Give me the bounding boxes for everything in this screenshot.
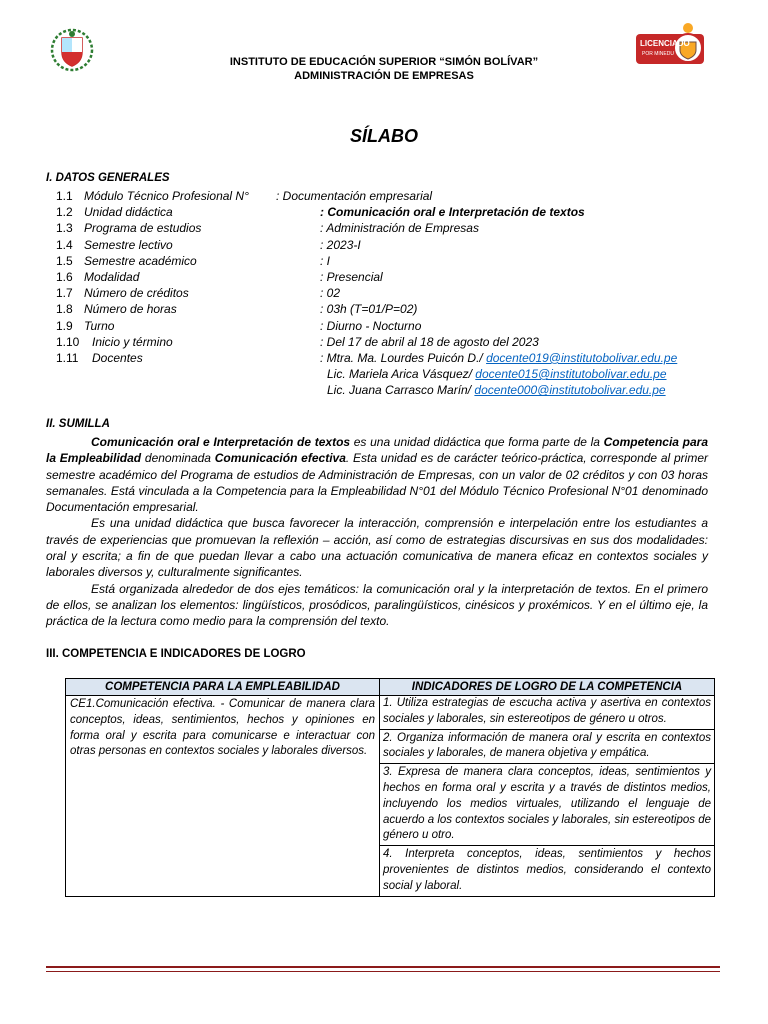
row-number: 1.7 [56,286,73,301]
indicator-item: 1. Utiliza estrategias de escucha activa y asertiva en contextos sociales y laborales, sin estereotipos de género u otros. [379,695,715,730]
datos-row [46,366,746,382]
datos-row [46,285,746,301]
row-label: Unidad didáctica [84,205,173,220]
indicator-item: 4. Interpreta conceptos, ideas, sentimientos y hechos provenientes de distintos medios, considerando el contexto social y laboral. [379,845,715,895]
row-label: Módulo Técnico Profesional N° [84,189,249,203]
datos-row [46,220,746,236]
datos-row [46,318,746,334]
institute-name: INSTITUTO DE EDUCACIÓN SUPERIOR “SIMÓN BOLÍVAR” [229,56,539,68]
sumilla-paragraph: Es una unidad didáctica que busca favorecer la interacción, comprensión e interpelación entre los estudiantes a través de experiencias que promuevan la reflexión – acción, así como de estrategias discursivas en sus dos modalidades: oral y escrita; a fin de que puedan llevar a cabo una actuación comunicativa de manera eficaz en contextos sociales y laborales diversos y, culturalmente significantes. [46,516,708,580]
docente-email-link[interactable]: docente015@institutobolivar.edu.pe [475,367,667,382]
datos-row [46,237,746,253]
indicators-cell [380,696,715,897]
column-header: COMPETENCIA PARA LA EMPLEABILIDAD [66,679,380,696]
row-value: : Del 17 de abril al 18 de agosto del 2023 [320,334,539,349]
footer-divider [46,966,720,972]
docente-name: Lic. Mariela Arica Vásquez/ [327,367,476,382]
bold-phrase: Comunicación oral e Interpretación de textos [91,435,351,449]
row-value: : 03h (T=01/P=02) [320,302,418,317]
datos-row [46,301,746,317]
row-label: Turno [84,318,115,333]
row-value: : Documentación empresarial [276,189,433,203]
row-label: Semestre lectivo [84,237,173,252]
row-number: 1.4 [56,237,73,252]
row-label: Programa de estudios [84,221,202,236]
competencia-table [65,678,715,897]
row-label: Docentes [92,350,143,365]
row-label: Número de horas [84,302,177,317]
docente-name: : Mtra. Ma. Lourdes Puicón D./ [320,350,487,365]
section-heading-competencia: III. COMPETENCIA E INDICADORES DE LOGRO [46,648,306,660]
docente-email-link[interactable]: docente019@institutobolivar.edu.pe [486,350,678,365]
row-value: : Comunicación oral e Interpretación de textos [320,205,585,220]
row-value: : 2023-I [320,237,361,252]
table-row [66,696,715,897]
badge-text-2: POR MINEDU [642,51,674,57]
text-run: denominada [141,451,215,466]
row-value: : Diurno - Nocturno [320,318,422,333]
competence-cell: CE1.Comunicación efectiva. - Comunicar de manera clara conceptos, ideas, sentimientos, hechos y opiniones en forma oral y escrita para comunicarse e interactuar con otras personas en contextos sociales y laborales diversos. [66,696,380,897]
row-number: 1.10 [56,334,80,349]
section-heading-sumilla: II. SUMILLA [46,418,110,430]
text-run: es una unidad didáctica que forma parte de la [350,435,604,449]
docente-line [327,366,667,382]
indicator-item: 2. Organiza información de manera oral y escrita en contextos sociales y laborales, de manera objetiva y empática. [379,729,715,765]
docente-line [327,382,666,398]
sumilla-text [46,434,708,630]
row-number: 1.3 [56,221,73,236]
bold-phrase: Comunicación efectiva [214,451,346,466]
page-title: SÍLABO [349,126,418,146]
datos-row [46,382,746,398]
licensed-badge-icon [636,20,704,72]
row-number: 1.9 [56,318,73,333]
section-heading-datos: I. DATOS GENERALES [46,172,170,184]
badge-text-1: LICENCIADO [640,39,690,48]
row-label: Semestre académico [84,253,197,268]
program-name: ADMINISTRACIÓN DE EMPRESAS [294,70,474,82]
row-number: 1.6 [56,269,73,284]
indicator-item: 3. Expresa de manera clara conceptos, ideas, sentimientos y hechos en forma oral y escrita y a través de distintos medios, incluyendo los medios virtuales, utilizando el lenguaje de acuerdo a los contextos sociales y laborales, sin estereotipos de género u otro. [379,763,715,846]
column-header: INDICADORES DE LOGRO DE LA COMPETENCIA [380,679,715,696]
docente-email-link[interactable]: docente000@institutobolivar.edu.pe [474,383,666,398]
docente-name: Lic. Juana Carrasco Marín/ [327,383,475,398]
row-value: : Presencial [320,269,383,284]
row-value [320,350,677,366]
text-run: . Esta unidad es de carácter teórico-práctica, corresponde al primer semestre académico del Programa de estudios de Administración de Empresas, con un valor de 02 créditos y con 03 horas semanales. Está vinculada a la Competencia para la Empleabilidad N°01 del Módulo Técnico Profesional N°01 denominado Documentación empresarial. [46,451,708,515]
row-label: Modalidad [84,269,140,284]
row-number: 1.1 [56,189,73,203]
sumilla-paragraph [46,434,708,515]
datos-row [46,269,746,285]
row-value: : I [320,253,331,268]
datos-row [46,334,746,350]
datos-row [46,188,746,204]
datos-row [46,204,746,220]
row-label: Inicio y término [92,334,173,349]
row-value: : 02 [320,286,341,301]
row-value: : Administración de Empresas [320,221,479,236]
row-number: 1.11 [56,350,79,365]
table-header-row [66,679,715,696]
row-number: 1.8 [56,302,73,317]
datos-row [46,350,746,366]
datos-row [46,253,746,269]
row-label: Número de créditos [84,286,189,301]
row-number: 1.2 [56,205,73,220]
datos-generales [46,188,746,398]
row-number: 1.5 [56,253,73,268]
sumilla-paragraph: Está organizada alrededor de dos ejes temáticos: la comunicación oral y la interpretación de textos. En el primero de ellos, se analizan los elementos: lingüísticos, prosódicos, paralingüísticos, cinésicos y proxémicos. Y en el último eje, la práctica de la lectura como medio para la comprensión del texto. [46,581,708,629]
bold-phrase: Competencia para la Empleabilidad [46,435,708,466]
